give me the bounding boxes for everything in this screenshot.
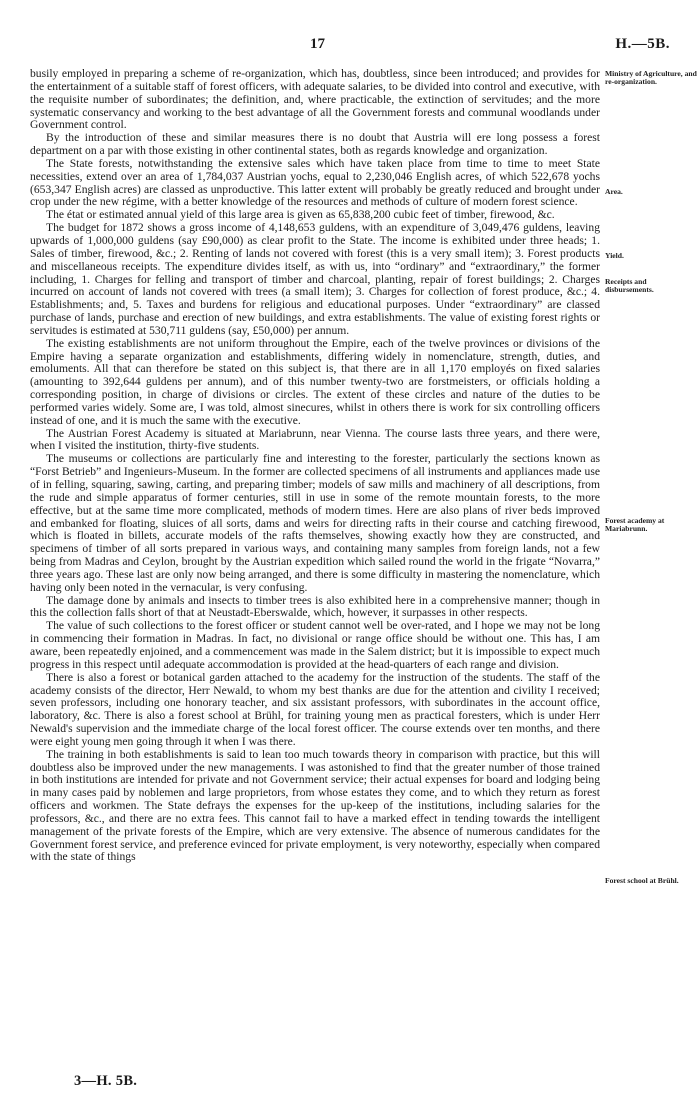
page-header [0, 36, 700, 58]
margin-note-receipts: Receipts and disbursements. [605, 277, 654, 295]
margin-notes [605, 0, 700, 1115]
paragraph: The training in both establishments is said to lean too much towards theory in comparison with practice, but this will doubtless also be improved under the new managements. I was astonished to find that the greater number of those trained in both institutions are intended for private and not Government service; their actual expenses for board and lodging being in many cases paid by noblemen and large proprietors, from whose estates they come, and to which they return as forest officers and workmen. The State defrays the expenses for the up-keep of the institutions, including salaries for the professors, &c., and there are no extra fees. This cannot fail to have a marked effect in tending towards the intelligent management of the private forests of the Empire, which are very extensive. The absence of numerous candidates for the Government forest service, and preference evinced for private employment, is very noteworthy, especially when compared with the state of things [30, 747, 600, 864]
margin-note-area: Area. [605, 187, 623, 196]
paragraph: The museums or collections are particularly fine and interesting to the forester, particularly the sections known as “Forst Betrieb” and Ingenieurs-Museum. In the former are collected specimens of all instruments and appliances made use of in felling, squaring, sawing, carting, and preparing timber; models of saw mills and machinery of all descriptions, from the rude and simple apparatus of former centuries, still in use in some of the remote mountain forests, to the more effective, but at the same time more complicated, methods of modern times. Here are also plans of river beds improved and embanked for floating, sluices of all sorts, dams and weirs for directing rafts in their course and catching firewood, which is floated in billets, accurate models of the rafts themselves, showing exactly how they are constructed, and specimens of timber of all sorts prepared in various ways, and containing many samples from foreign lands, not a few being from Madras and Ceylon, brought by the Austrian expedition which sailed round the world in the frigate “Novarra,” three years ago. These last are only now being arranged, and there is some difficulty in mastering the nomenclature, which having only been noted in the vernacular, is very confusing. [30, 452, 600, 594]
margin-note-forest-academy: Forest academy at Mariabrunn. [605, 516, 665, 534]
paragraph: The existing establishments are not uniform throughout the Empire, each of the twelve provinces or divisions of the Empire having a separate organization and establishments, differing widely in nomenclature, strength, duties, and emoluments. All that can therefore be stated on this subject is, that there are in all 1,170 employés on fixed salaries (amounting to 392,644 guldens per annum), and of this number twenty-two are forstmeisters, or officials holding a corresponding position, in charge of divisions or circles. The extent of these circles and nature of the duties to be performed varies widely. Some are, I was told, almost sinecures, whilst in others there is work for six controlling officers instead of one, and it is much the same with the executive. [30, 336, 600, 427]
paragraph: busily employed in preparing a scheme of re-organization, which has, doubtless, since been introduced; and provides for the entertainment of a suitable staff of forest officers, with adequate salaries, to be divided into control and executive, with the requisite number of subordinates; the definition, and, where practicable, the extinction of servitudes; and the more systematic conservancy and working to the best advantage of all the Government forests and communal woodlands under Government control. [30, 67, 600, 132]
paragraph: The budget for 1872 shows a gross income of 4,148,653 guldens, with an expenditure of 3,049,476 guldens, leaving upwards of 1,000,000 guldens (say £90,000) as clear profit to the State. The income is exhibited under three heads; 1. Sales of timber, firewood, &c.; 2. Renting of lands not covered with forest (this is a very small item); 3. Forest products and miscellaneous receipts. The expenditure divides itself, as with us, into “ordinary” and “extraordinary,” the former including, 1. Charges for felling and transport of timber and charcoal, planting, repair of forest buildings; 2. Charges incurred on account of lands not covered with trees (a small item); 3. Charges for collection of forest produce, &c.; 4. Establishments; and, 5. Taxes and burdens for religious and educational purposes. Under “extraordinary” are classed purchase of lands, purchase and erection of new buildings, and extra establishments. The value of existing forest rights or servitudes is estimated at 530,711 guldens (say, £50,000) per annum. [30, 221, 600, 337]
page-number: 17 [310, 36, 325, 52]
paragraph: By the introduction of these and similar measures there is no doubt that Austria will ere long possess a forest department on a par with those existing in other continental states, both as regards knowledge and organization. [30, 131, 600, 158]
margin-note-forest-school: Forest school at Brühl. [605, 876, 679, 885]
document-code: H.—5B. [615, 36, 670, 52]
paragraph: The State forests, notwithstanding the extensive sales which have taken place from time to time to meet State necessities, extend over an area of 1,784,037 Austrian yochs, equal to 2,230,046 English acres, of which 522,678 yochs (653,347 English acres) are classed as unproductive. This latter extent will probably be greatly reduced and brought under crop under the new régime, with a better knowledge of the resources and methods of culture of modern forest science. [30, 156, 600, 209]
signature-mark: 3—H. 5B. [74, 1073, 138, 1089]
paragraph: There is also a forest or botanical garden attached to the academy for the instruction of the students. The staff of the academy consists of the director, Herr Newald, to whom my best thanks are due for the attention and civility I received; seven professors, including one honorary teacher, and six assistant professors, with subordinates in the account office, laboratory, &c. There is also a forest school at Brühl, for training young men as practical foresters, which is under Herr Newald's supervision and the immediate charge of the local forest officer. The course extends over ten months, and there were eight young men going through it when I was there. [30, 670, 600, 748]
paragraph: The Austrian Forest Academy is situated at Mariabrunn, near Vienna. The course lasts three years, and there were, when I visited the institution, thirty-five students. [30, 426, 600, 453]
paragraph: The value of such collections to the forest officer or student cannot well be over-rated, and I hope we may not be long in commencing their formation in Madras. In fact, no divisional or range office should be without one. This has, I am aware, been repeatedly enjoined, and a commencement was made in the Salem district; but it is impossible to expect much progress in this respect until adequate accommodation is provided at the head-quarters of each range and division. [30, 619, 600, 671]
paragraph: The damage done by animals and insects to timber trees is also exhibited here in a comprehensive manner; though in this the collection falls short of that at Neustadt-Eberswalde, which, however, it surpasses in other respects. [30, 593, 600, 620]
margin-note-yield: Yield. [605, 251, 624, 260]
paragraph: The état or estimated annual yield of this large area is given as 65,838,200 cubic feet of timber, firewood, &c. [46, 208, 555, 222]
body-text [30, 68, 600, 864]
margin-note-ministry: Ministry of Agriculture, and re-organization. [605, 69, 697, 87]
